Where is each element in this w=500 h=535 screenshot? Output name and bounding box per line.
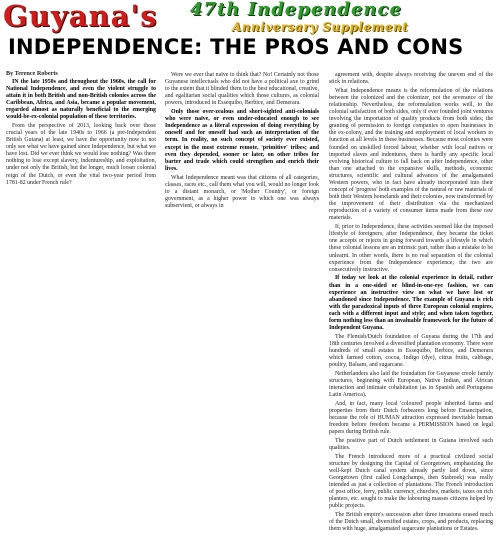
column-1-body — [6, 79, 156, 187]
paragraph: The French introduced more of a practical civilized social structure by designing the Capital of Georgetown, emphasizing the well-kept Dutch canal system already partly laid down, since Georgetown (first called Longchamps, then Stabroek) was really intended as just a collection of plantations. The French introduction of post office, ferry, public currency, churches, markets, taxes on rich planters, etc. sought to make the labouring masses citizens helped by public projects. — [329, 453, 493, 510]
masthead-title: Guyana's — [3, 0, 158, 33]
article-column-3 — [329, 72, 493, 535]
paragraph: If, prior to Independence, these activities seemed like the imposed lifestyle of foreigners, after Independence, they became the ticket one accepts or rejects in going forward towards a lifestyle in which these colonial lessons are an intrinsic part, rather than a mistake to be unlearnt. In other words, there is no real separation of the colonial experience from the Independence experience; the two are consecutively instructive. — [329, 224, 493, 273]
paragraph: Were we ever that naïve to think that? No! Certainly not those Guyanese intellectuals who did not have a political axe to grind to the extent that it blinded them to the best educational, creative, and egalitarian social qualities which those cultures, as colonial powers, introduced in Essequibo, Berbice, and Demerara. — [165, 72, 319, 107]
paragraph: Only those over-zealous and short-sighted anti-colonials who were naïve, or even under-educated enough to see Independence as a literal expression of doing everything by oneself and for oneself had such an interpretation of the term. In reality, no such concept of society ever existed, except in the most extreme remote, 'primitive' tribes; and even they depended, sooner or later, on other tribes for barter and trade which could strengthen and enrich their lives. — [165, 109, 319, 172]
masthead-subtitle-bottom: Anniversary Supplement — [232, 20, 409, 34]
article-column-1 — [6, 68, 156, 188]
article-headline: INDEPENDENCE: THE PROS AND CONS — [8, 35, 464, 59]
article-column-2 — [165, 72, 319, 212]
masthead — [0, 0, 500, 34]
paragraph: The positive part of Dutch settlement in Guiana involved such qualities. — [329, 437, 493, 451]
paragraph: IN the late 1950s and throughout the 1960s, the call for National Independence, and even the violent struggle to attain it in both British and non-British colonies across the Caribbean, Africa, and Asia, became a popular movement, regarded almost as naturally beneficial to the emerging would-be-ex-colonial population of these territories. — [6, 78, 156, 121]
column-3-body — [329, 72, 493, 533]
paragraph: The Flemish/Dutch foundation of Guyana during the 17th and 18th centuries involved a diversified plantation economy. There were hundreds of small estates in Essequibo, Berbice, and Demerara which farmed cotton, cocoa, Indigo (dye), citrus fruits, cabbage, poultry, Balsam, and sugarcane. — [329, 333, 493, 369]
masthead-subtitle-top: 47th Independence — [190, 0, 402, 20]
column-2-body — [165, 72, 319, 210]
paragraph: If today we look at the colonial experience in detail, rather than in a one-sided or blind-in-one-eye fashion, we can experience an instructive view on what we have lost or abandoned since Independence. The example of Guyana is rich with the paradoxical inputs of three European colonial empires, each with a different input and style; and when taken together, form nothing less than an invaluable framework for the future of Independent Guyana. — [329, 275, 493, 332]
paragraph: And, in fact, many local 'coloured' people inherited farms and properties from their Dutch forbearers long before Emancipation, because the role of HUMAN attraction expressed inevitable human freedom before freedom became a PERMISSION based on legal papers during British rule. — [329, 400, 493, 436]
paragraph: agreement with, despite always receiving the uneven end of the stick in relations. — [329, 72, 493, 86]
paragraph: What Independence meant was that citizens of all categories, classes, races etc., call them what you will, would no longer look to a distant monarch, or 'Mother Country', or foreign government, as a higher power to which one was always subservient, or always in — [165, 174, 319, 209]
byline: By Terence Roberts — [6, 70, 58, 77]
paragraph: Netherlanders also laid the foundation for Guyanese creole family structures, beginning with European, Native Indian, and African interaction and intimate cohabitation (as in Spanish and Portuguese Latin America). — [329, 370, 493, 399]
paragraph: The British empire's succession after three invasions erased much of the Dutch small, diversified estates, crops, and products, replacing them with huge, amalgamated sugarcane plantations or Estates. — [329, 511, 493, 533]
paragraph: What Independence means is the reformulation of the relations between the colonized and the colonizer, not the severance of the relationship. Nevertheless, the reformulation works well, to the colonial satisfaction of both sides, only if ever founded joint ventures involving the importation of quality products from both sides; the granting of permission to foreign companies to open businesses in the ex-colony, and the training and employment of local workers to function at all levels in these businesses. Because most colonies were founded on unskilled forced labour, whether with local natives or imported slaves and indentures, there is hardly any specific local evolving historical culture to fall back on after Independence, other than one attached to the expansive skills, methods, economic structures, scientific and cultural advances of the amalgamated Western powers, who in fact have already incorporated into their concept of 'progress' both examples of the natural or raw materials of both their Western homelands and their colonies, now transformed by the improvement of their distribution via the mechanized reproduction of a variety of consumer items made from these raw materials. — [329, 87, 493, 222]
paragraph: From the perspective of 2013, looking back over those crucial years of the late 1940s to 1966 (a pre-Independent British Guiana) at least, we have the opportunity now to not only see what we have gained since Independence, but what we have lost. Did we ever think we would lose nothing? Was there nothing to lose except slavery, indentureship, and exploitation, under not only the British, but the longer, much looser colonial reign of the Dutch, or even the vital two-year period from 1781-82 under French rule? — [6, 122, 156, 186]
